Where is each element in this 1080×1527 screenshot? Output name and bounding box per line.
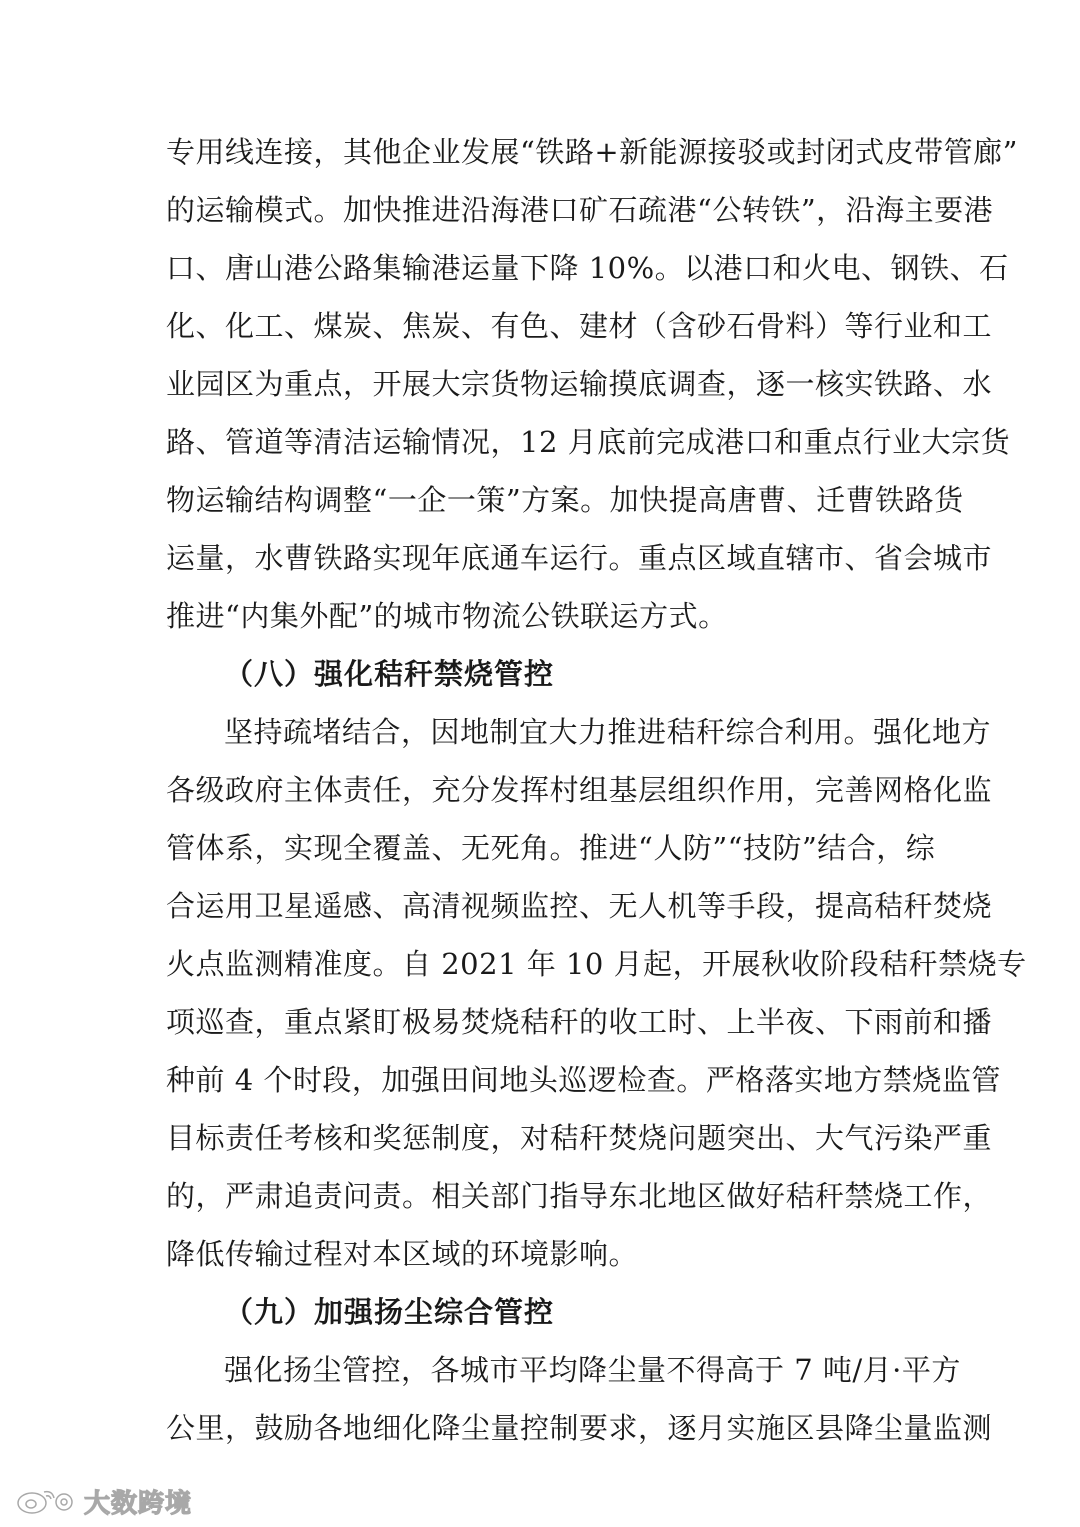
body-line: 合运用卫星遥感、高清视频监控、无人机等手段，提高秸秆焚烧 — [166, 889, 993, 923]
body-line: 管体系，实现全覆盖、无死角。推进“人防”“技防”结合，综 — [166, 831, 936, 865]
body-line: 坚持疏堵结合，因地制宜大力推进秸秆综合利用。强化地方 — [224, 715, 992, 749]
body-line: 各级政府主体责任，充分发挥村组基层组织作用，完善网格化监 — [166, 773, 993, 807]
body-line: 专用线连接，其他企业发展“铁路+新能源接驳或封闭式皮带管廊” — [166, 135, 1018, 169]
watermark-text: 大数跨境 — [84, 1488, 193, 1519]
section-heading-9: （九）加强扬尘综合管控 — [224, 1295, 555, 1329]
body-line: 运量，水曹铁路实现年底通车运行。重点区域直辖市、省会城市 — [166, 541, 993, 575]
body-line: 公里，鼓励各地细化降尘量控制要求，逐月实施区县降尘量监测 — [166, 1411, 993, 1445]
body-line: 推进“内集外配”的城市物流公铁联运方式。 — [166, 599, 728, 633]
body-line: 火点监测精准度。自 2021 年 10 月起，开展秋收阶段秸秆禁烧专 — [166, 947, 1027, 981]
body-line: 口、唐山港公路集输港运量下降 10%。以港口和火电、钢铁、石 — [166, 251, 1009, 285]
body-line: 的运输模式。加快推进沿海港口矿石疏港“公转铁”，沿海主要港 — [166, 193, 994, 227]
section-heading-8: （八）强化秸秆禁烧管控 — [224, 657, 555, 691]
weibo-logo-icon — [14, 1486, 78, 1516]
body-line: 种前 4 个时段，加强田间地头巡逻检查。严格落实地方禁烧监管 — [166, 1063, 1001, 1097]
body-line: 路、管道等清洁运输情况，12 月底前完成港口和重点行业大宗货 — [166, 425, 1011, 459]
body-line: 降低传输过程对本区域的环境影响。 — [166, 1237, 639, 1271]
body-line: 物运输结构调整“一企一策”方案。加快提高唐曹、迁曹铁路货 — [166, 483, 964, 517]
watermark — [14, 1484, 192, 1518]
body-line: 强化扬尘管控，各城市平均降尘量不得高于 7 吨/月·平方 — [224, 1353, 961, 1387]
body-line: 目标责任考核和奖惩制度，对秸秆焚烧问题突出、大气污染严重 — [166, 1121, 993, 1155]
body-line: 项巡查，重点紧盯极易焚烧秸秆的收工时、上半夜、下雨前和播 — [166, 1005, 993, 1039]
body-line: 业园区为重点，开展大宗货物运输摸底调查，逐一核实铁路、水 — [166, 367, 993, 401]
body-line: 化、化工、煤炭、焦炭、有色、建材（含砂石骨料）等行业和工 — [166, 309, 993, 343]
body-line: 的，严肃追责问责。相关部门指导东北地区做好秸秆禁烧工作， — [166, 1179, 993, 1213]
